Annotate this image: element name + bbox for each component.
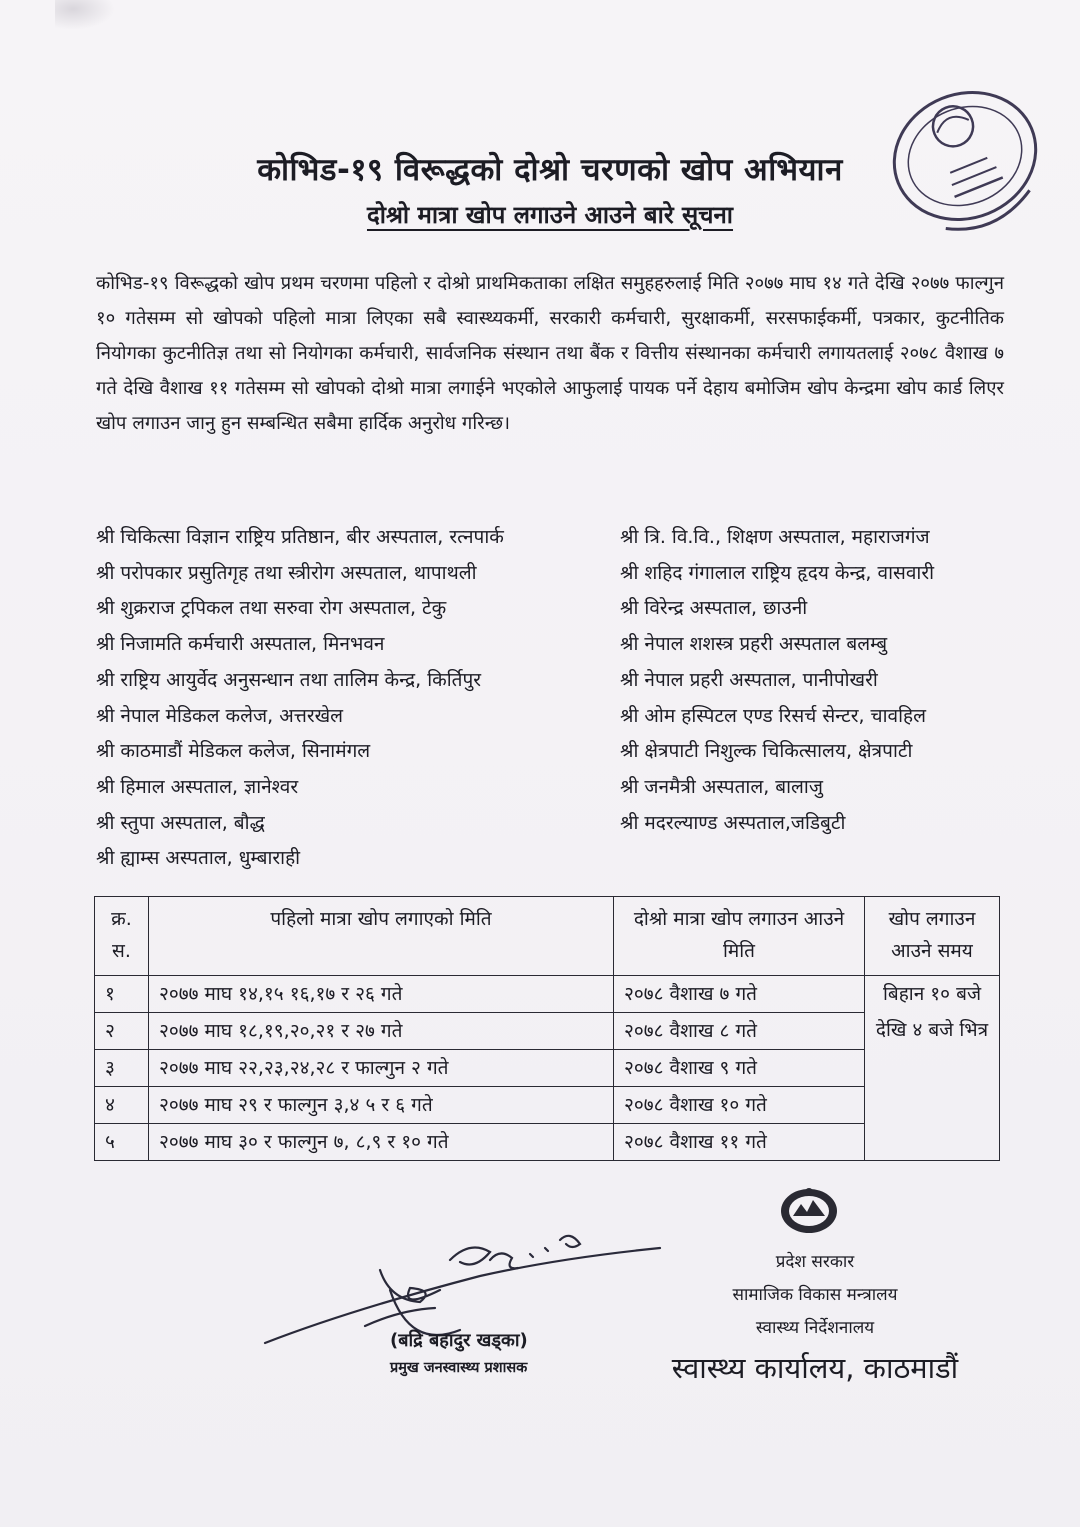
vaccination-time: बिहान १० बजे देखि ४ बजे भित्र xyxy=(865,976,1000,1161)
table-row xyxy=(95,1087,1000,1124)
hospital-list-item: श्री शहिद गंगालाल राष्ट्रिय हृदय केन्द्र, वासवारी xyxy=(620,561,935,584)
col-header-second-dose-date: दोश्रो मात्रा खोप लगाउन आउने मिति xyxy=(614,897,865,976)
hospital-list-item: श्री चिकित्सा विज्ञान राष्ट्रिय प्रतिष्ठान, बीर अस्पताल, रत्नपार्क xyxy=(96,526,504,548)
row-serial: ४ xyxy=(95,1087,149,1124)
office-line-directorate: स्वास्थ्य निर्देशनालय xyxy=(755,1318,875,1338)
table-row xyxy=(95,1013,1000,1050)
hospital-list-item: श्री जनमैत्री अस्पताल, बालाजु xyxy=(620,775,823,798)
hospital-list-item: श्री नेपाल मेडिकल कलेज, अत्तरखेल xyxy=(96,704,344,727)
table-header-row xyxy=(95,897,1000,976)
row-serial: ५ xyxy=(95,1124,149,1161)
hospital-list-item: श्री विरेन्द्र अस्पताल, छाउनी xyxy=(620,597,808,620)
hospital-list-item: श्री ह्याम्स अस्पताल, धुम्बाराही xyxy=(96,847,301,870)
nepal-emblem-logo xyxy=(777,1186,841,1236)
row-second-dose-date: २०७८ वैशाख १० गते xyxy=(614,1087,865,1124)
notice-body-paragraph: कोभिड-१९ विरूद्धको खोप प्रथम चरणमा पहिलो र दोश्रो प्राथमिकताका लक्षित समुहहरुलाई मिति २०७७ माघ १४ गते देखि २०७७ फाल्गुन १० गतेसम्म सो खोपको पहिलो मात्रा लिएका सबै स्वास्थ्यकर्मी, सरकारी कर्मचारी, सुरक्षाकर्मी, सरसफाईकर्मी, पत्रकार, कुटनीतिक नियोगका कुटनीतिज्ञ तथा सो नियोगका कर्मचारी, सार्वजनिक संस्थान तथा बैंक र वित्तीय संस्थानका कर्मचारी लगायतलाई २०७८ वैशाख ७ गते देखि वैशाख ११ गतेसम्म सो खोपको दोश्रो मात्रा लगाईने भएकोले आफुलाई पायक पर्ने देहाय बमोजिम खोप केन्द्रमा खोप कार्ड लिएर खोप लगाउन जानु हुन सम्बन्धित सबैमा हार्दिक अनुरोध गरिन्छ। xyxy=(96,273,1004,434)
hospital-list-item: श्री हिमाल अस्पताल, ज्ञानेश्वर xyxy=(96,775,299,798)
signatory-title: प्रमुख जनस्वास्थ्य प्रशासक xyxy=(390,1360,528,1376)
notice-subtitle xyxy=(250,198,850,231)
notice-subtitle-text: दोश्रो मात्रा खोप लगाउने आउने बारे सूचना xyxy=(366,201,734,229)
row-first-dose-date: २०७७ माघ २२,२३,२४,२८ र फाल्गुन २ गते xyxy=(149,1050,614,1087)
table-row xyxy=(95,976,1000,1013)
hospital-list-item: श्री क्षेत्रपाटी निशुल्क चिकित्सालय, क्षेत्रपाटी xyxy=(620,740,913,763)
signatory-name: (बद्रि बहादुर खड्का) xyxy=(390,1330,528,1351)
hospital-list-item: श्री राष्ट्रिय आयुर्वेद अनुसन्धान तथा तालिम केन्द्र, किर्तिपुर xyxy=(96,668,482,691)
hospital-list-left xyxy=(96,520,504,877)
hospital-list-item: श्री ओम हस्पिटल एण्ड रिसर्च सेन्टर, चावहिल xyxy=(620,704,926,727)
row-serial: ३ xyxy=(95,1050,149,1087)
hospital-list-item: श्री निजामति कर्मचारी अस्पताल, मिनभवन xyxy=(96,633,385,656)
issuing-office-block xyxy=(650,1246,980,1389)
hospital-list-right xyxy=(620,520,934,841)
hospital-list-item: श्री शुक्रराज ट्रपिकल तथा सरुवा रोग अस्पताल, टेकु xyxy=(96,597,447,620)
vaccination-schedule-table xyxy=(94,896,1000,1161)
hospital-list-item: श्री नेपाल प्रहरी अस्पताल, पानीपोखरी xyxy=(620,668,878,691)
row-serial: २ xyxy=(95,1013,149,1050)
row-serial: १ xyxy=(95,976,149,1013)
office-line-health-office: स्वास्थ्य कार्यालय, काठमाडौं xyxy=(671,1351,959,1385)
row-first-dose-date: २०७७ माघ ३० र फाल्गुन ७, ८,९ र १० गते xyxy=(149,1124,614,1161)
hospital-list-item: श्री काठमाडौं मेडिकल कलेज, सिनामंगल xyxy=(96,740,371,763)
row-second-dose-date: २०७८ वैशाख ११ गते xyxy=(614,1124,865,1161)
col-header-serial: क्र. स. xyxy=(95,897,149,976)
office-line-government: प्रदेश सरकार xyxy=(775,1252,855,1272)
table-row xyxy=(95,1124,1000,1161)
hospital-list-item: श्री मदरल्याण्ड अस्पताल,जडिबुटी xyxy=(620,811,846,834)
table-row xyxy=(95,1050,1000,1087)
hospital-list-item: श्री त्रि. वि.वि., शिक्षण अस्पताल, महाराजगंज xyxy=(620,526,930,548)
notice-title: कोभिड-१९ विरूद्धको दोश्रो चरणको खोप अभियान xyxy=(257,152,843,188)
row-second-dose-date: २०७८ वैशाख ८ गते xyxy=(614,1013,865,1050)
paper-fold-mark xyxy=(55,0,115,30)
row-second-dose-date: २०७८ वैशाख ७ गते xyxy=(614,976,865,1013)
hospital-list-item: श्री स्तुपा अस्पताल, बौद्ध xyxy=(96,811,265,834)
row-first-dose-date: २०७७ माघ १४,१५ १६,१७ र २६ गते xyxy=(149,976,614,1013)
hospital-list-item: श्री परोपकार प्रसुतिगृह तथा स्त्रीरोग अस्पताल, थापाथली xyxy=(96,561,477,584)
hospital-list-item: श्री नेपाल शशस्त्र प्रहरी अस्पताल बलम्बु xyxy=(620,633,888,656)
col-header-first-dose-date: पहिलो मात्रा खोप लगाएको मिति xyxy=(149,897,614,976)
row-first-dose-date: २०७७ माघ १८,१९,२०,२१ र २७ गते xyxy=(149,1013,614,1050)
office-seal-stamp xyxy=(880,66,1050,246)
col-header-time: खोप लगाउन आउने समय xyxy=(865,897,1000,976)
office-line-ministry: सामाजिक विकास मन्त्रालय xyxy=(732,1285,898,1305)
row-second-dose-date: २०७८ वैशाख ९ गते xyxy=(614,1050,865,1087)
row-first-dose-date: २०७७ माघ २९ र फाल्गुन ३,४ ५ र ६ गते xyxy=(149,1087,614,1124)
